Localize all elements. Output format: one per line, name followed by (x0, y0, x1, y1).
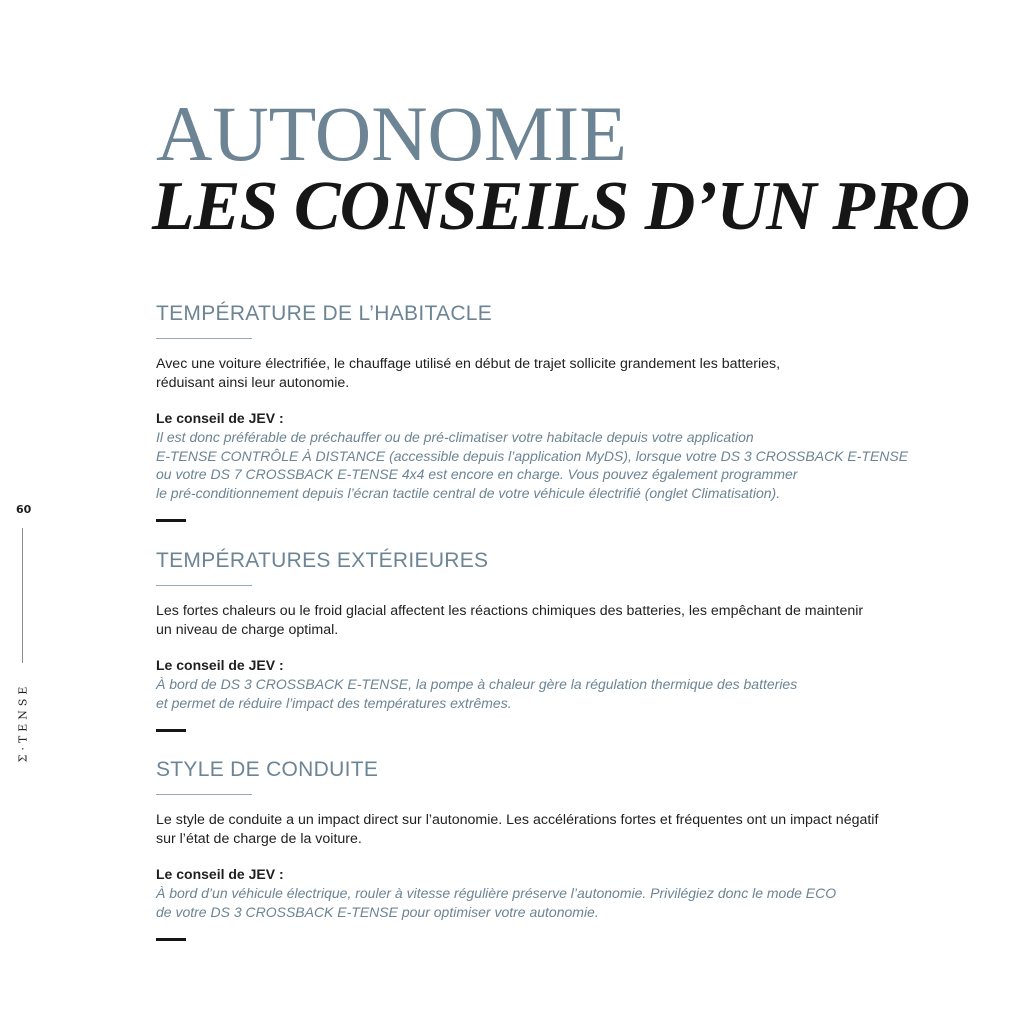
body-line: réduisant ainsi leur autonomie. (156, 375, 350, 391)
advice-text (156, 675, 956, 712)
advice-line: et permet de réduire l’impact des températures extrêmes. (156, 694, 512, 711)
advice-line: le pré-conditionnement depuis l’écran tactile central de votre véhicule électrifié (onglet Climatisation). (156, 484, 781, 501)
advice-label: Le conseil de JEV : (156, 657, 284, 673)
side-divider (22, 528, 23, 663)
section-interior-temperature (156, 302, 956, 522)
page-subtitle: LES CONSEILS D’UN PRO (152, 168, 970, 245)
heading-underline (156, 338, 252, 339)
advice-line: Il est donc préférable de préchauffer ou de pré-climatiser votre habitacle depuis votre application (156, 429, 754, 445)
body-line: Le style de conduite a un impact direct sur l’autonomie. Les accélérations fortes et fréquentes ont un impact négatif (156, 812, 879, 828)
page-title: AUTONOMIE (156, 90, 627, 177)
heading-underline (156, 585, 252, 586)
advice-line: de votre DS 3 CROSSBACK E-TENSE pour optimiser votre autonomie. (156, 903, 599, 920)
body-line: Avec une voiture électrifiée, le chauffage utilisé en début de trajet sollicite grandement les batteries, (156, 356, 781, 372)
section-end-bar (156, 729, 186, 732)
heading-underline (156, 794, 252, 795)
section-body (156, 355, 956, 393)
section-heading: TEMPÉRATURE DE L’HABITACLE (156, 302, 493, 325)
advice-label: Le conseil de JEV : (156, 410, 284, 426)
body-line: Les fortes chaleurs ou le froid glacial affectent les réactions chimiques des batteries, les empêchant de maintenir (156, 603, 864, 619)
advice-text (156, 428, 956, 502)
section-outside-temperatures (156, 549, 956, 732)
page-number: 60 (16, 503, 32, 516)
brand-text: Σ·TENSE (16, 682, 30, 762)
section-driving-style (156, 758, 956, 941)
brand-logo (12, 672, 34, 772)
section-end-bar (156, 938, 186, 941)
advice-text (156, 884, 956, 921)
body-line: un niveau de charge optimal. (156, 622, 339, 638)
section-heading: STYLE DE CONDUITE (156, 758, 379, 781)
section-body (156, 602, 956, 640)
section-end-bar (156, 519, 186, 522)
advice-line: ou votre DS 7 CROSSBACK E-TENSE 4x4 est encore en charge. Vous pouvez également programmer (156, 466, 798, 482)
section-body (156, 811, 956, 849)
advice-label: Le conseil de JEV : (156, 866, 284, 882)
advice-line: À bord d’un véhicule électrique, rouler à vitesse régulière préserve l’autonomie. Privilégiez donc le mode ECO (156, 885, 837, 901)
advice-line: À bord de DS 3 CROSSBACK E-TENSE, la pompe à chaleur gère la régulation thermique des batteries (156, 676, 798, 692)
advice-line: E-TENSE CONTRÔLE À DISTANCE (accessible depuis l’application MyDS), lorsque votre DS 3 CROSSBACK E-TENSE (156, 447, 909, 464)
section-heading: TEMPÉRATURES EXTÉRIEURES (156, 549, 489, 572)
body-line: sur l’état de charge de la voiture. (156, 831, 362, 847)
